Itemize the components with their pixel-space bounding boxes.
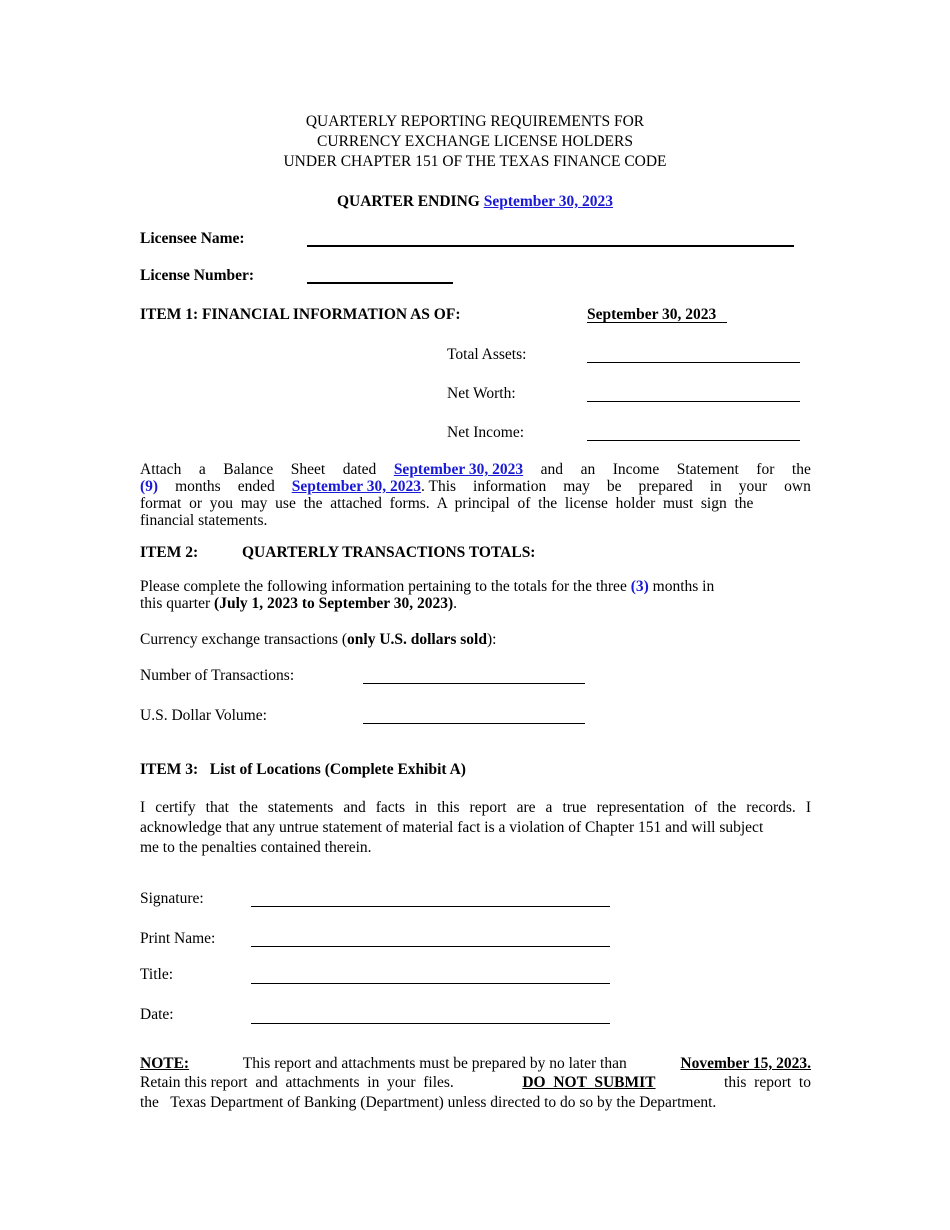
attach-text: Statement bbox=[676, 461, 739, 478]
attach-paragraph-line-4: financial statements. bbox=[140, 512, 268, 529]
item1-date: September 30, 2023 bbox=[587, 306, 717, 323]
attach-text: months bbox=[175, 478, 221, 495]
attach-text: an bbox=[580, 461, 596, 478]
date-label: Date: bbox=[140, 1006, 174, 1023]
attach-paragraph-line-1 bbox=[140, 461, 811, 478]
attach-text: own bbox=[784, 478, 811, 495]
total-assets-field[interactable] bbox=[587, 362, 800, 363]
license-number-label: License Number: bbox=[140, 267, 255, 284]
attach-text: information bbox=[473, 478, 547, 495]
net-income-label: Net Income: bbox=[447, 424, 525, 441]
do-not-submit: DO NOT SUBMIT bbox=[522, 1074, 656, 1091]
months-count-three: (3) bbox=[630, 578, 649, 595]
attach-text: prepared bbox=[638, 478, 693, 495]
certification-line-1: I certify that the statements and facts in this report are a true representation of the records. I bbox=[140, 799, 811, 816]
attach-text: be bbox=[606, 478, 622, 495]
license-number-field[interactable] bbox=[307, 282, 453, 284]
form-title-line-2: CURRENCY EXCHANGE LICENSE HOLDERS bbox=[317, 133, 633, 150]
months-count: (9) bbox=[140, 478, 159, 495]
quarter-ending-label: QUARTER ENDING bbox=[336, 193, 480, 210]
net-income-field[interactable] bbox=[587, 440, 800, 441]
form-title-line-1: QUARTERLY REPORTING REQUIREMENTS FOR bbox=[305, 113, 645, 130]
title-label: Title: bbox=[140, 966, 174, 983]
income-statement-date: September 30, 2023 bbox=[291, 478, 422, 495]
signature-field[interactable] bbox=[251, 906, 610, 907]
usd-volume-field[interactable] bbox=[363, 723, 585, 724]
note-line-3: the Texas Department of Banking (Department) unless directed to do so by the Department. bbox=[140, 1094, 717, 1111]
item2-heading: QUARTERLY TRANSACTIONS TOTALS: bbox=[242, 544, 536, 561]
currency-text-bold: only U.S. dollars sold bbox=[347, 631, 487, 648]
net-worth-field[interactable] bbox=[587, 401, 800, 402]
total-assets-label: Total Assets: bbox=[447, 346, 527, 363]
attach-text: Attach bbox=[140, 461, 182, 478]
licensee-name-label: Licensee Name: bbox=[140, 230, 245, 247]
item2-text: . bbox=[453, 595, 458, 612]
attach-paragraph-line-3: format or you may use the attached forms. A principal of the license holder must sign the bbox=[140, 495, 754, 512]
attach-text: your bbox=[738, 478, 768, 495]
note-deadline: November 15, 2023. bbox=[680, 1055, 811, 1072]
item2-text: Please complete the following information pertaining to the totals for the three bbox=[140, 578, 627, 595]
attach-text: the bbox=[791, 461, 811, 478]
usd-volume-label: U.S. Dollar Volume: bbox=[140, 707, 267, 724]
item2-heading-number: ITEM 2: bbox=[140, 544, 199, 561]
item1-heading: ITEM 1: FINANCIAL INFORMATION AS OF: bbox=[140, 306, 461, 323]
title-field[interactable] bbox=[251, 983, 610, 984]
quarter-ending-date: September 30, 2023 bbox=[483, 193, 614, 210]
signature-label: Signature: bbox=[140, 890, 204, 907]
quarter-range: (July 1, 2023 to September 30, 2023) bbox=[214, 595, 454, 612]
attach-text: a bbox=[198, 461, 206, 478]
item1-date-underline bbox=[587, 322, 727, 323]
quarter-ending bbox=[0, 193, 950, 210]
attach-text: in bbox=[709, 478, 722, 495]
attach-text: . This bbox=[421, 478, 457, 495]
note-text: Retain this report and attachments in your files. bbox=[140, 1074, 454, 1091]
note-text: this report to bbox=[724, 1074, 811, 1091]
attach-text: ended bbox=[237, 478, 275, 495]
note-line-2 bbox=[140, 1074, 811, 1091]
date-field[interactable] bbox=[251, 1023, 610, 1024]
attach-text: for bbox=[756, 461, 775, 478]
number-of-transactions-field[interactable] bbox=[363, 683, 585, 684]
number-of-transactions-label: Number of Transactions: bbox=[140, 667, 295, 684]
licensee-name-field[interactable] bbox=[307, 245, 794, 247]
certification-line-2: acknowledge that any untrue statement of material fact is a violation of Chapter 151 and will subject bbox=[140, 819, 764, 836]
attach-text: Income bbox=[612, 461, 660, 478]
currency-exchange-label bbox=[140, 631, 496, 648]
item2-text: this quarter bbox=[140, 595, 211, 612]
net-worth-label: Net Worth: bbox=[447, 385, 516, 402]
attach-text: Sheet bbox=[290, 461, 326, 478]
attach-text: dated bbox=[342, 461, 377, 478]
print-name-field[interactable] bbox=[251, 946, 610, 947]
attach-paragraph-line-2 bbox=[140, 478, 811, 495]
item2-paragraph-line-1 bbox=[140, 578, 714, 595]
item3-heading: ITEM 3: List of Locations (Complete Exhibit A) bbox=[140, 761, 466, 778]
attach-text: may bbox=[563, 478, 590, 495]
balance-sheet-date: September 30, 2023 bbox=[393, 461, 524, 478]
note-label: NOTE: bbox=[140, 1055, 190, 1072]
form-title-line-3: UNDER CHAPTER 151 OF THE TEXAS FINANCE CODE bbox=[283, 153, 667, 170]
print-name-label: Print Name: bbox=[140, 930, 216, 947]
attach-text: and bbox=[540, 461, 564, 478]
note-text: This report and attachments must be prepared by no later than bbox=[242, 1055, 627, 1072]
currency-text: ): bbox=[487, 631, 497, 648]
item2-text: months in bbox=[652, 578, 715, 595]
note-line-1 bbox=[140, 1055, 811, 1072]
certification-line-3: me to the penalties contained therein. bbox=[140, 839, 372, 856]
currency-text: Currency exchange transactions ( bbox=[140, 631, 348, 648]
item2-paragraph-line-2 bbox=[140, 595, 457, 612]
attach-text: Balance bbox=[223, 461, 274, 478]
